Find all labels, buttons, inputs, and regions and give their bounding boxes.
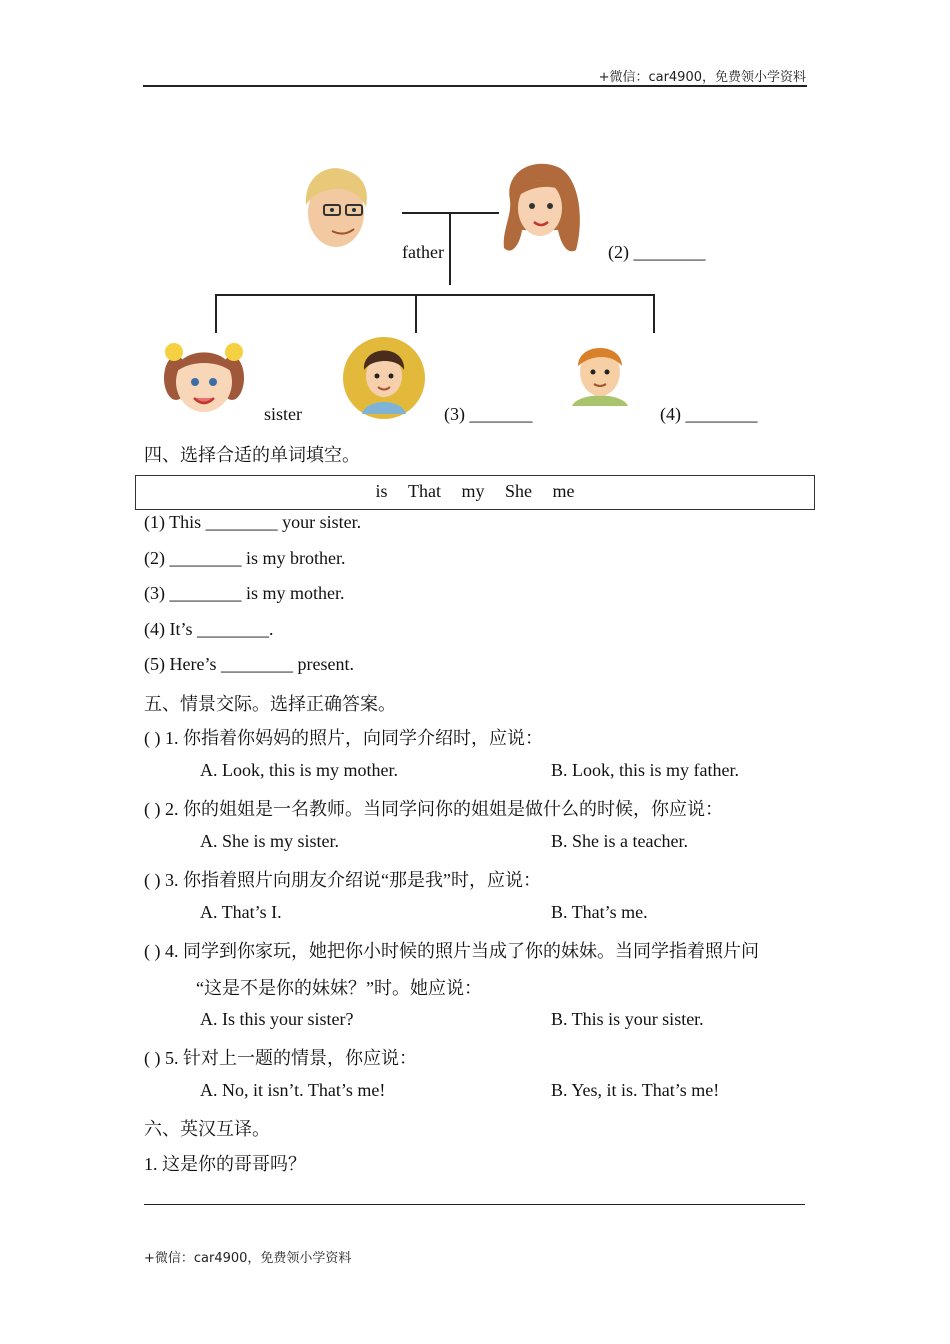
section6-title: 六、英汉互译。 xyxy=(144,1119,270,1139)
brother-face-illustration xyxy=(342,336,426,420)
boy-face-illustration xyxy=(568,340,632,408)
q5-option-a: A. No, it isn’t. That’s me! xyxy=(200,1080,386,1100)
header-text: +微信：car4900，免费领小学资料 xyxy=(598,70,806,85)
word-bank xyxy=(135,475,815,510)
q4-option-b: B. This is your sister. xyxy=(551,1009,704,1029)
q4-stem-continued: “这是不是你的妹妹？”时。她应说： xyxy=(196,978,482,998)
word-bank-item: is xyxy=(375,481,388,501)
mother-face-illustration xyxy=(500,160,582,258)
q3-option-b: B. That’s me. xyxy=(551,902,648,922)
child3-blank: (3) _______ xyxy=(444,404,533,424)
word-bank-item: She xyxy=(505,481,533,501)
q2-option-a: A. She is my sister. xyxy=(200,831,340,851)
word-bank-item: That xyxy=(408,481,441,501)
child4-blank: (4) ________ xyxy=(660,404,758,424)
section5-title: 五、情景交际。选择正确答案。 xyxy=(144,694,396,714)
tree-drop-middle xyxy=(415,295,417,333)
tree-drop-left xyxy=(215,295,217,333)
tree-stem-line xyxy=(449,213,451,285)
section4-item: (3) ________ is my mother. xyxy=(144,583,345,603)
tree-couple-line xyxy=(402,212,499,214)
q4-option-a: A. Is this your sister? xyxy=(200,1009,354,1029)
section4-item: (5) Here’s ________ present. xyxy=(144,654,354,674)
header-rule xyxy=(143,85,807,87)
mother-blank: (2) ________ xyxy=(608,242,706,262)
word-bank-item: my xyxy=(461,481,485,501)
tree-drop-right xyxy=(653,295,655,333)
father-face-illustration xyxy=(298,165,374,253)
q5-stem: ( ) 5. 针对上一题的情景，你应说： xyxy=(144,1048,417,1068)
q4-stem: ( ) 4. 同学到你家玩，她把你小时候的照片当成了你的妹妹。当同学指着照片问 xyxy=(144,941,759,961)
father-label: father xyxy=(402,242,444,262)
q3-option-a: A. That’s I. xyxy=(200,902,282,922)
footer-text: +微信：car4900，免费领小学资料 xyxy=(144,1251,352,1266)
section4-title: 四、选择合适的单词填空。 xyxy=(144,445,360,465)
section6-q1: 1. 这是你的哥哥吗？ xyxy=(144,1154,306,1174)
q1-option-b: B. Look, this is my father. xyxy=(551,760,739,780)
section4-item: (4) It’s ________. xyxy=(144,619,274,639)
q2-option-b: B. She is a teacher. xyxy=(551,831,688,851)
q3-stem: ( ) 3. 你指着照片向朋友介绍说“那是我”时，应说： xyxy=(144,870,541,890)
q5-option-b: B. Yes, it is. That’s me! xyxy=(551,1080,720,1100)
answer-line xyxy=(144,1204,805,1205)
sister-label: sister xyxy=(264,404,302,424)
q1-option-a: A. Look, this is my mother. xyxy=(200,760,398,780)
section4-item: (2) ________ is my brother. xyxy=(144,548,346,568)
tree-branch-line xyxy=(215,294,655,296)
q1-stem: ( ) 1. 你指着你妈妈的照片，向同学介绍时，应说： xyxy=(144,728,543,748)
sister-face-illustration xyxy=(158,336,250,416)
word-bank-item: me xyxy=(552,481,575,501)
q2-stem: ( ) 2. 你的姐姐是一名教师。当同学问你的姐姐是做什么的时候，你应说： xyxy=(144,799,723,819)
section4-item: (1) This ________ your sister. xyxy=(144,512,362,532)
